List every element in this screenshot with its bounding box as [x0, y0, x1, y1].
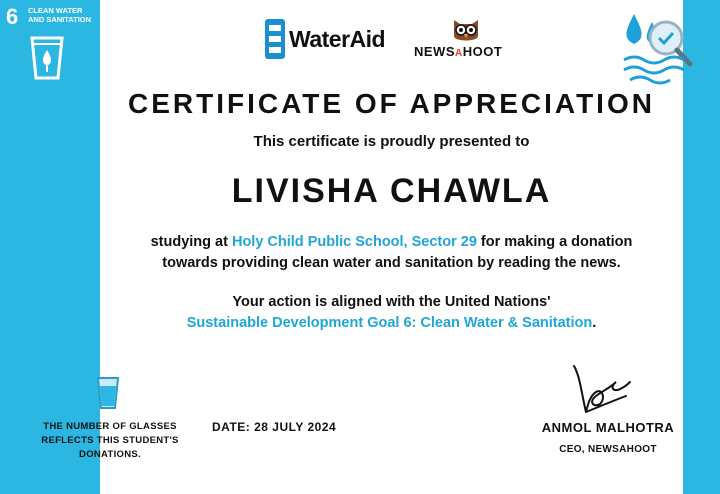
recipient-name: LIVISHA CHAWLA: [231, 172, 552, 210]
newsahoot-logo: [414, 16, 520, 62]
sdg-number: 6: [6, 4, 19, 29]
owl-icon: [450, 16, 482, 44]
sdg-alignment-statement: Your action is aligned with the United Nations' Sustainable Development Goal 6: Clean Water & Sanitation.: [186, 294, 597, 331]
certificate-date: DATE: 28 JULY 2024: [212, 420, 337, 434]
school-name: Holy Child Public School, Sector 29: [231, 234, 477, 250]
sdg-label: CLEAN WATER AND SANITATION: [28, 6, 92, 24]
glasses-note: THE NUMBER OF GLASSES REFLECTS THIS STUDENT'S DONATIONS.: [41, 421, 179, 460]
sdg-badge: [0, 0, 92, 90]
presented-line: This certificate is proudly presented to: [253, 133, 530, 150]
sdg-goal-name: Sustainable Development Goal 6: Clean Water & Sanitation: [186, 315, 593, 331]
newsahoot-wordmark: NEWSAHOOT: [414, 44, 503, 59]
signatory-title: CEO, NEWSAHOOT: [559, 444, 657, 455]
donation-glass-icon: [96, 376, 120, 410]
signatory-name: ANMOL MALHOTRA: [541, 420, 675, 435]
water-glass-icon: [30, 36, 64, 80]
wateraid-logo: [265, 18, 385, 60]
donation-statement: studying at Holy Child Public School, Sector 29 for making a donation towards providing clean water and sanitation by reading the news.: [150, 234, 633, 271]
wateraid-wordmark: WaterAid: [289, 25, 386, 52]
signature-icon: [566, 362, 636, 418]
water-drops-magnifier-icon: [620, 8, 710, 98]
wateraid-mark-icon: [265, 19, 285, 59]
certificate-title: CERTIFICATE OF APPRECIATION: [128, 88, 655, 119]
